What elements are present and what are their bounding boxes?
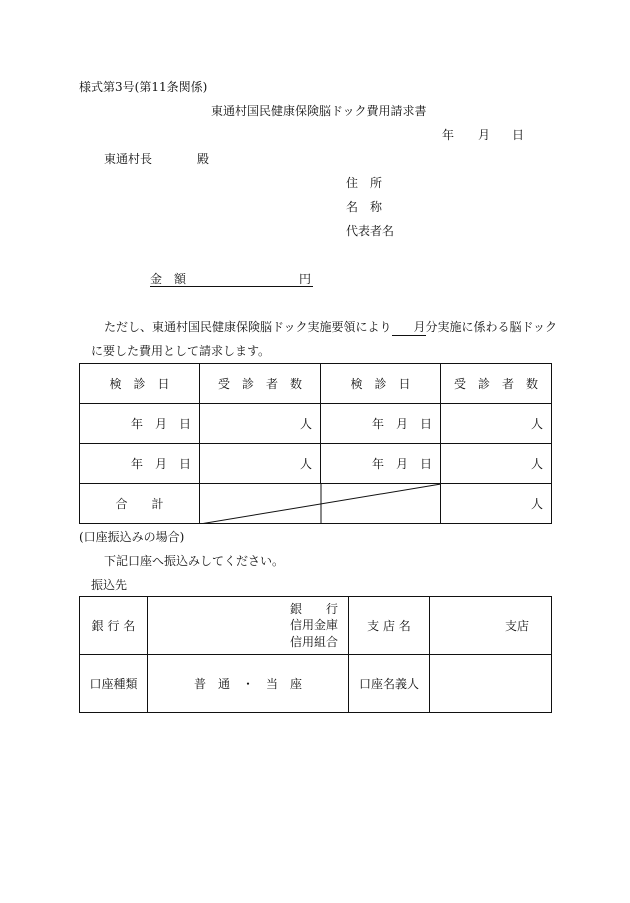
- account-row: [80, 655, 552, 713]
- account-type-label: 口座種類: [80, 655, 148, 713]
- document-title: 東通村国民健康保険脳ドック費用請求書: [211, 104, 427, 118]
- exam-date-cell: 年 月 日: [321, 444, 441, 484]
- bank-name-label: 銀 行 名: [80, 597, 148, 655]
- bank-instruction: 下記口座へ振込みしてください。: [104, 554, 285, 568]
- amount-underline: [150, 286, 313, 287]
- date-year-label: 年: [442, 128, 455, 142]
- account-type-field[interactable]: 普 通 ・ 当 座: [148, 655, 349, 713]
- body-line-2: に要した費用として請求します。: [91, 344, 271, 358]
- date-day-label: 日: [512, 128, 525, 142]
- total-row: [80, 484, 552, 524]
- total-count-cell: 人: [441, 484, 552, 524]
- bank-row: [80, 597, 552, 655]
- addressee-honorific: 殿: [197, 152, 210, 166]
- representative-label: 代表者名: [346, 224, 395, 238]
- diagonal-line: [200, 484, 441, 524]
- header-patients-1: 受 診 者 数: [200, 364, 321, 404]
- account-holder-field[interactable]: [430, 655, 552, 713]
- exam-date-cell: 年 月 日: [80, 404, 200, 444]
- body-line-1-pre: ただし、東通村国民健康保険脳ドック実施要領により: [104, 320, 392, 334]
- header-exam-date-2: 検 診 日: [321, 364, 441, 404]
- exam-date-cell: 年 月 日: [80, 444, 200, 484]
- patient-count-cell: 人: [200, 444, 321, 484]
- patient-count-cell: 人: [441, 444, 552, 484]
- address-label: 住 所: [346, 176, 383, 190]
- branch-name-field[interactable]: 支店: [430, 597, 552, 655]
- bank-case-note: (口座振込みの場合): [79, 530, 185, 544]
- body-line-1-post: 分実施に係わる脳ドック: [425, 320, 558, 334]
- month-blank: 月: [392, 321, 426, 336]
- patient-count-cell: 人: [200, 404, 321, 444]
- bank-type-kumiai: 信用組合: [289, 634, 338, 649]
- exam-table-header-row: [80, 364, 552, 404]
- exam-table: [79, 363, 552, 524]
- exam-date-cell: 年 月 日: [321, 404, 441, 444]
- amount-label: 金 額: [150, 272, 187, 286]
- amount-unit: 円: [299, 272, 312, 286]
- total-diagonal-cell: [200, 484, 441, 524]
- body-line-1: [104, 321, 557, 336]
- date-month-label: 月: [478, 128, 491, 142]
- bank-type-bank: 銀 行: [289, 602, 338, 617]
- branch-name-label: 支 店 名: [349, 597, 430, 655]
- bank-type-shinkin: 信用金庫: [289, 618, 338, 633]
- form-number: 様式第3号(第11条関係): [79, 80, 208, 94]
- addressee-name: 東通村長: [104, 152, 153, 166]
- total-label: 合 計: [80, 484, 200, 524]
- table-row: [80, 404, 552, 444]
- header-exam-date-1: 検 診 日: [80, 364, 200, 404]
- destination-label: 振込先: [91, 578, 128, 592]
- header-patients-2: 受 診 者 数: [441, 364, 552, 404]
- bank-name-field[interactable]: [148, 597, 349, 655]
- patient-count-cell: 人: [441, 404, 552, 444]
- bank-table: [79, 596, 552, 713]
- table-row: [80, 444, 552, 484]
- account-holder-label: 口座名義人: [349, 655, 430, 713]
- name-label: 名 称: [346, 200, 383, 214]
